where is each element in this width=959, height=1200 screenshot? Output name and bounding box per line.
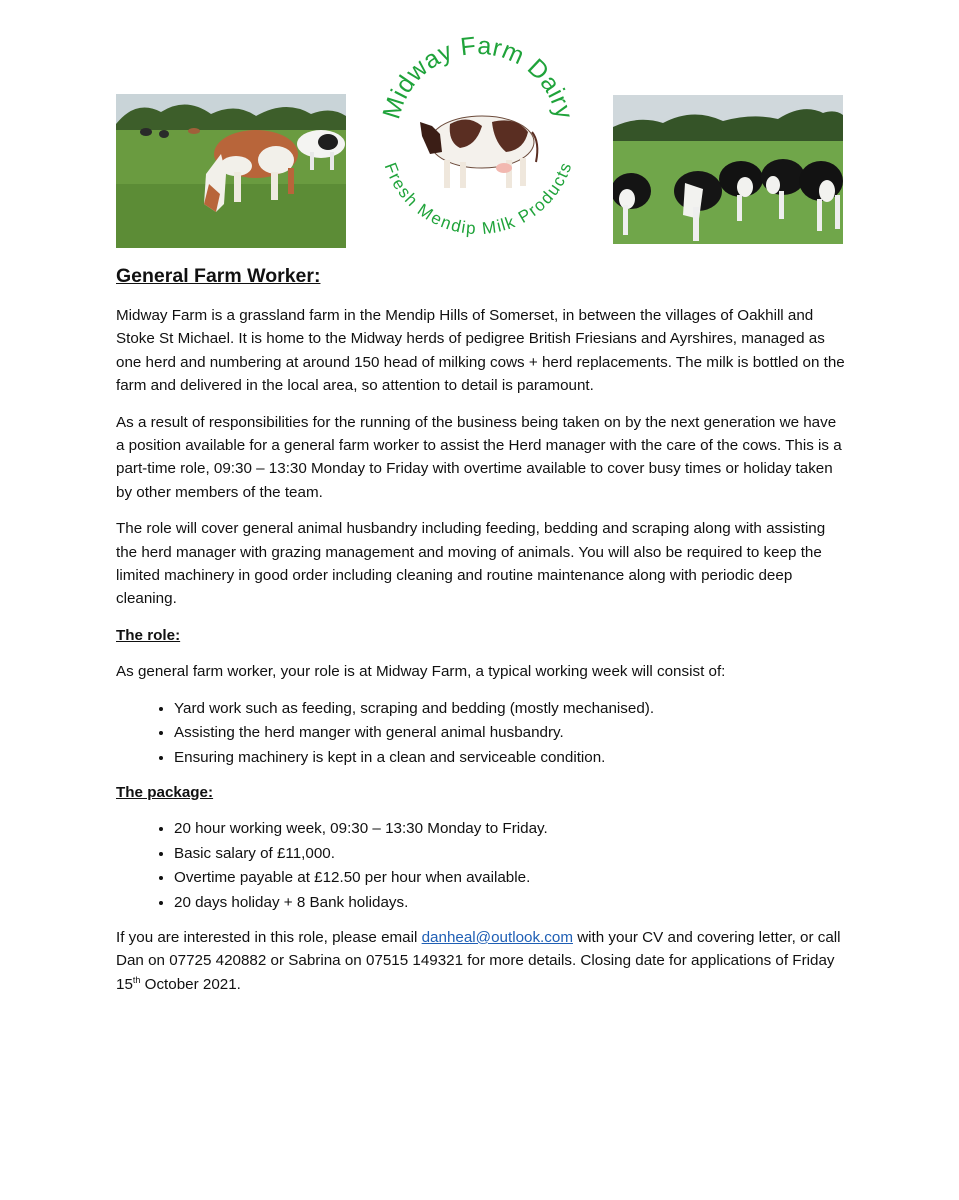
list-item: • Assisting the herd manger with general animal husbandry. [174,721,846,744]
cow-illustration [420,116,537,188]
page-title: General Farm Worker: [116,265,321,287]
list-item: • Ensuring machinery is kept in a clean and serviceable condition. [174,746,846,769]
logo-top-text: Midway Farm Dairy [377,31,579,123]
list-item: • 20 hour working week, 09:30 – 13:30 Monday to Friday. [174,817,846,840]
contact-text-start: If you are interested in this role, please email [116,928,422,946]
svg-text:Midway Farm Dairy [377,32,578,122]
list-item: • Overtime payable at £12.50 per hour when available. [174,866,846,889]
email-link[interactable]: danheal@outlook.com [421,928,573,946]
midway-farm-dairy-logo [372,30,584,242]
ordinal-suffix: th [132,974,141,985]
paragraph-role-duties: The role will cover general animal husbandry including feeding, bedding and scraping along with assisting the herd manager with grazing management and moving of animals. You will also be required to keep the limited machinery in good order including cleaning and routine maintenance along with periodic deep cleaning. [116,520,826,608]
role-heading: The role: [116,626,181,644]
black-and-white-cows-photo [613,95,843,244]
contact-text-end: October 2021. [140,975,241,993]
paragraph-farm-intro: Midway Farm is a grassland farm in the Mendip Hills of Somerset, in between the villages of Oakhill and Stoke St Michael. It is home to the Midway herds of pedigree British Friesians and Ayrshires, managed as one herd and numbering at around 150 head of milking cows + herd replacements. The milk is bottled on the farm and delivered in the local area, so attention to detail is paramount. [116,307,845,395]
job-advert-body [116,262,846,1009]
contact-text-middle: with your CV and covering letter, or call Dan on 07725 420882 or Sabrina on 07515 149321 for more details. Closing date for applications of Friday 15 [116,928,841,993]
svg-text:Fresh Mendip Milk Products [381,160,576,238]
role-list [116,697,846,769]
list-item: • Yard work such as feeding, scraping and bedding (mostly mechanised). [174,697,846,720]
paragraph-position: As a result of responsibilities for the running of the business being taken on by the next generation we have a position available for a general farm worker to assist the Herd manager with the care of the cows. This is a part-time role, 09:30 – 13:30 Monday to Friday with overtime available to cover busy times or holiday taken by other members of the team. [116,413,842,501]
contact-paragraph [116,926,846,996]
brown-and-white-cow-grazing-photo [116,94,346,248]
package-list [116,817,846,914]
list-item: • Basic salary of £11,000. [174,842,846,865]
role-intro: As general farm worker, your role is at Midway Farm, a typical working week will consist of: [116,663,726,681]
package-heading: The package: [116,783,214,801]
list-item: • 20 days holiday + 8 Bank holidays. [174,891,846,914]
logo-bottom-text: Fresh Mendip Milk Products [380,160,576,239]
